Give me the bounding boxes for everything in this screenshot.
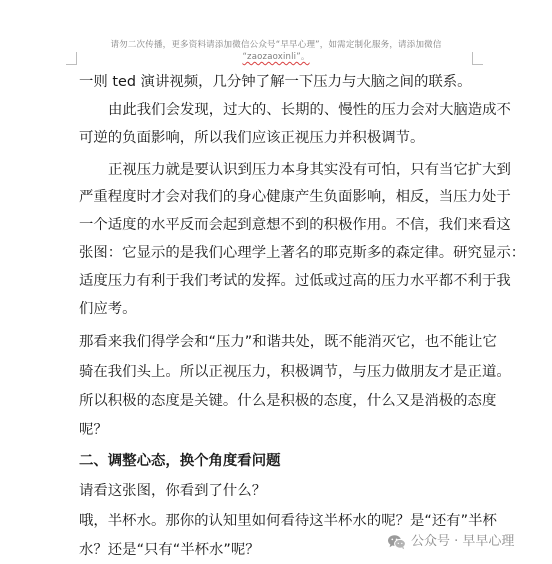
text-line: 呢？: [79, 422, 108, 438]
text-line: 一则 ted 演讲视频，几分钟了解一下压力与大脑之间的联系。: [79, 74, 472, 90]
text-line: 们应考。: [79, 301, 137, 317]
text-line: 所以积极的态度是关键。什么是积极的态度，什么又是消极的态度: [79, 393, 497, 409]
text-line: 哦，半杯水。那你的认知里如何看待这半杯水的呢？是“还有”半杯: [79, 513, 497, 529]
text-line: 正视压力就是要认识到压力本身其实没有可怕，只有当它扩大到: [108, 162, 511, 178]
text-line: 水？还是“只有“半杯水”呢？: [79, 542, 260, 558]
text-line: 骑在我们头上。所以正视压力，积极调节，与压力做朋友才是正道。: [79, 364, 511, 380]
text-line: 由此我们会发现，过大的、长期的、慢性的压力会对大脑造成不: [108, 102, 511, 118]
text-line: 那看来我们得学会和“压力”和谐共处，既不能消灭它，也不能让它: [79, 334, 497, 350]
margin-corner-mark-left: [66, 52, 77, 65]
text-line: 可逆的负面影响，所以我们应该正视压力并积极调节。: [79, 130, 425, 146]
header-notice-line-1: 请勿二次传播，更多资料请添加微信公众号“早早心理”，如需定制化服务，请添加微信: [110, 40, 442, 50]
text-line: 一个适度的水平反而会起到意想不到的积极作用。不信，我们来看这: [79, 217, 511, 233]
spellcheck-underlined-text: “zaozaoxinli”。: [242, 52, 310, 62]
text-line: 严重程度时才会对我们的身心健康产生负面影响，相反，当压力处于: [79, 189, 511, 205]
wechat-icon: [387, 534, 407, 550]
header-notice-line-2: [60, 51, 492, 63]
text-line: 适度压力有利于我们考试的发挥。过低或过高的压力水平都不利于我: [79, 273, 511, 289]
margin-corner-mark-right: [472, 52, 483, 65]
section-heading: 二、调整心态，换个角度看问题: [79, 453, 281, 469]
wechat-watermark: [387, 531, 514, 553]
watermark-text: 公众号 · 早早心理: [411, 534, 515, 549]
text-line: 请看这张图，你看到了什么？: [79, 483, 267, 499]
text-line: 张图：它显示的是我们心理学上著名的耶克斯多的森定律。研究显示：: [79, 245, 526, 261]
